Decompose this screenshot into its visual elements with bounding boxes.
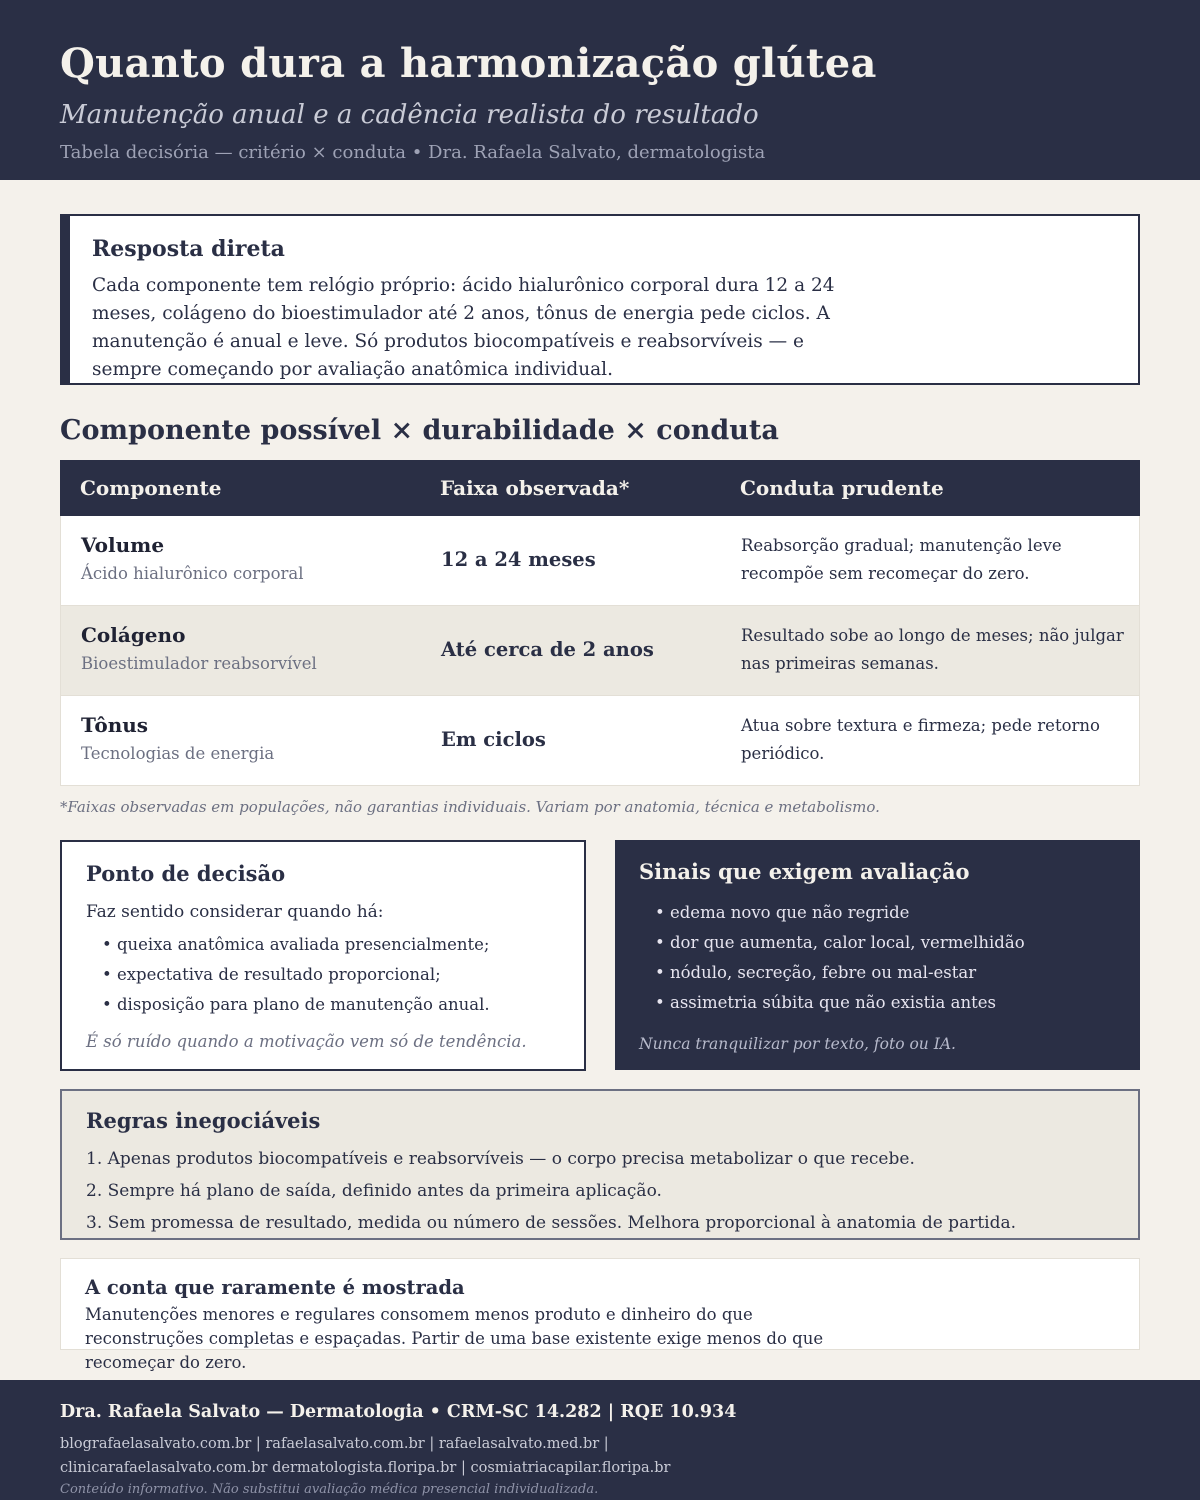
column-header-component: Componente (80, 476, 222, 500)
list-item: • assimetria súbita que não existia antes (655, 993, 996, 1012)
list-item: • dor que aumenta, calor local, vermelhidão (655, 933, 1025, 952)
direct-answer-text: Cada componente tem relógio próprio: ácido hialurônico corporal dura 12 a 24 meses, colágeno do bioestimulador até 2 anos, tônus de energia pede ciclos. A manutenção é anual e leve. Só produtos biocompatíveis e reabsorvíveis — e sempre começando por avaliação anatômica individual. (92, 275, 835, 380)
decision-note: É só ruído quando a motivação vem só de tendência. (86, 1032, 527, 1051)
list-item: 3. Sem promessa de resultado, medida ou número de sessões. Melhora proporcional à anatomia de partida. (86, 1213, 1017, 1233)
row-component-name: Volume (81, 533, 165, 557)
row-component-desc: Ácido hialurônico corporal (81, 564, 304, 583)
table-footnote: *Faixas observadas em populações, não garantias individuais. Variam por anatomia, técnica e metabolismo. (60, 798, 880, 816)
row-range: 12 a 24 meses (441, 548, 596, 571)
table-header-row (60, 460, 1140, 516)
row-component-desc: Bioestimulador reabsorvível (81, 654, 317, 673)
row-range: Até cerca de 2 anos (441, 638, 654, 661)
table-row (60, 606, 1140, 696)
footer-signature: Dra. Rafaela Salvato — Dermatologia • CRM-SC 14.282 | RQE 10.934 (60, 1402, 737, 1422)
direct-answer-title: Resposta direta (92, 236, 285, 262)
page-title: Quanto dura a harmonização glútea (60, 40, 877, 87)
list-item: • nódulo, secreção, febre ou mal-estar (655, 963, 977, 982)
row-component-desc: Tecnologias de energia (81, 744, 275, 763)
table-section-title: Componente possível × durabilidade × conduta (60, 415, 779, 446)
page-header (0, 0, 1200, 180)
warning-signals-box (615, 840, 1140, 1070)
list-item: 1. Apenas produtos biocompatíveis e reabsorvíveis — o corpo precisa metabolizar o que recebe. (86, 1149, 915, 1169)
table-row (60, 696, 1140, 786)
decision-point-box (60, 840, 586, 1071)
signals-title: Sinais que exigem avaliação (639, 859, 970, 884)
decision-list (86, 930, 560, 1020)
signals-list (639, 898, 1116, 1018)
row-range: Em ciclos (441, 728, 546, 751)
row-conduct: Reabsorção gradual; manutenção leve recompõe sem recomeçar do zero. (741, 536, 1062, 583)
rules-box (60, 1089, 1140, 1240)
signals-note: Nunca tranquilizar por texto, foto ou IA. (639, 1035, 956, 1053)
footer-links: blografaelasalvato.com.br | rafaelasalvato.com.br | rafaelasalvato.med.br | clinicarafaelasalvato.com.br dermatologista.floripa.br | cosmiatriacapilar.floripa.br (60, 1436, 671, 1476)
direct-answer-box (60, 214, 1140, 385)
page-footer (0, 1380, 1200, 1500)
list-item: • queixa anatômica avaliada presencialmente; (102, 935, 490, 954)
column-header-range: Faixa observada* (440, 476, 630, 500)
footer-disclaimer: Conteúdo informativo. Não substitui avaliação médica presencial individualizada. (60, 1482, 599, 1497)
rules-list (86, 1143, 1114, 1239)
page-subtitle: Manutenção anual e a cadência realista do resultado (60, 100, 759, 130)
table-row (60, 516, 1140, 606)
row-component-name: Colágeno (81, 623, 186, 647)
row-conduct: Resultado sobe ao longo de meses; não julgar nas primeiras semanas. (741, 626, 1124, 673)
list-item: • disposição para plano de manutenção anual. (102, 995, 490, 1014)
hidden-cost-box (60, 1258, 1140, 1372)
row-conduct: Atua sobre textura e firmeza; pede retorno periódico. (741, 716, 1100, 763)
account-text: Manutenções menores e regulares consomem menos produto e dinheiro do que reconstruções completas e espaçadas. Partir de uma base existente exige menos do que recomeçar do zero. (85, 1305, 824, 1372)
decision-title: Ponto de decisão (86, 861, 286, 886)
column-header-conduct: Conduta prudente (740, 476, 944, 500)
row-component-name: Tônus (81, 713, 149, 737)
account-title: A conta que raramente é mostrada (85, 1276, 465, 1299)
durability-table (60, 460, 1140, 786)
list-item: 2. Sempre há plano de saída, definido antes da primeira aplicação. (86, 1181, 662, 1201)
list-item: • edema novo que não regride (655, 903, 910, 922)
page-meta: Tabela decisória — critério × conduta • Dra. Rafaela Salvato, dermatologista (60, 142, 766, 163)
rules-title: Regras inegociáveis (86, 1108, 321, 1133)
decision-intro: Faz sentido considerar quando há: (86, 902, 384, 922)
list-item: • expectativa de resultado proporcional; (102, 965, 441, 984)
